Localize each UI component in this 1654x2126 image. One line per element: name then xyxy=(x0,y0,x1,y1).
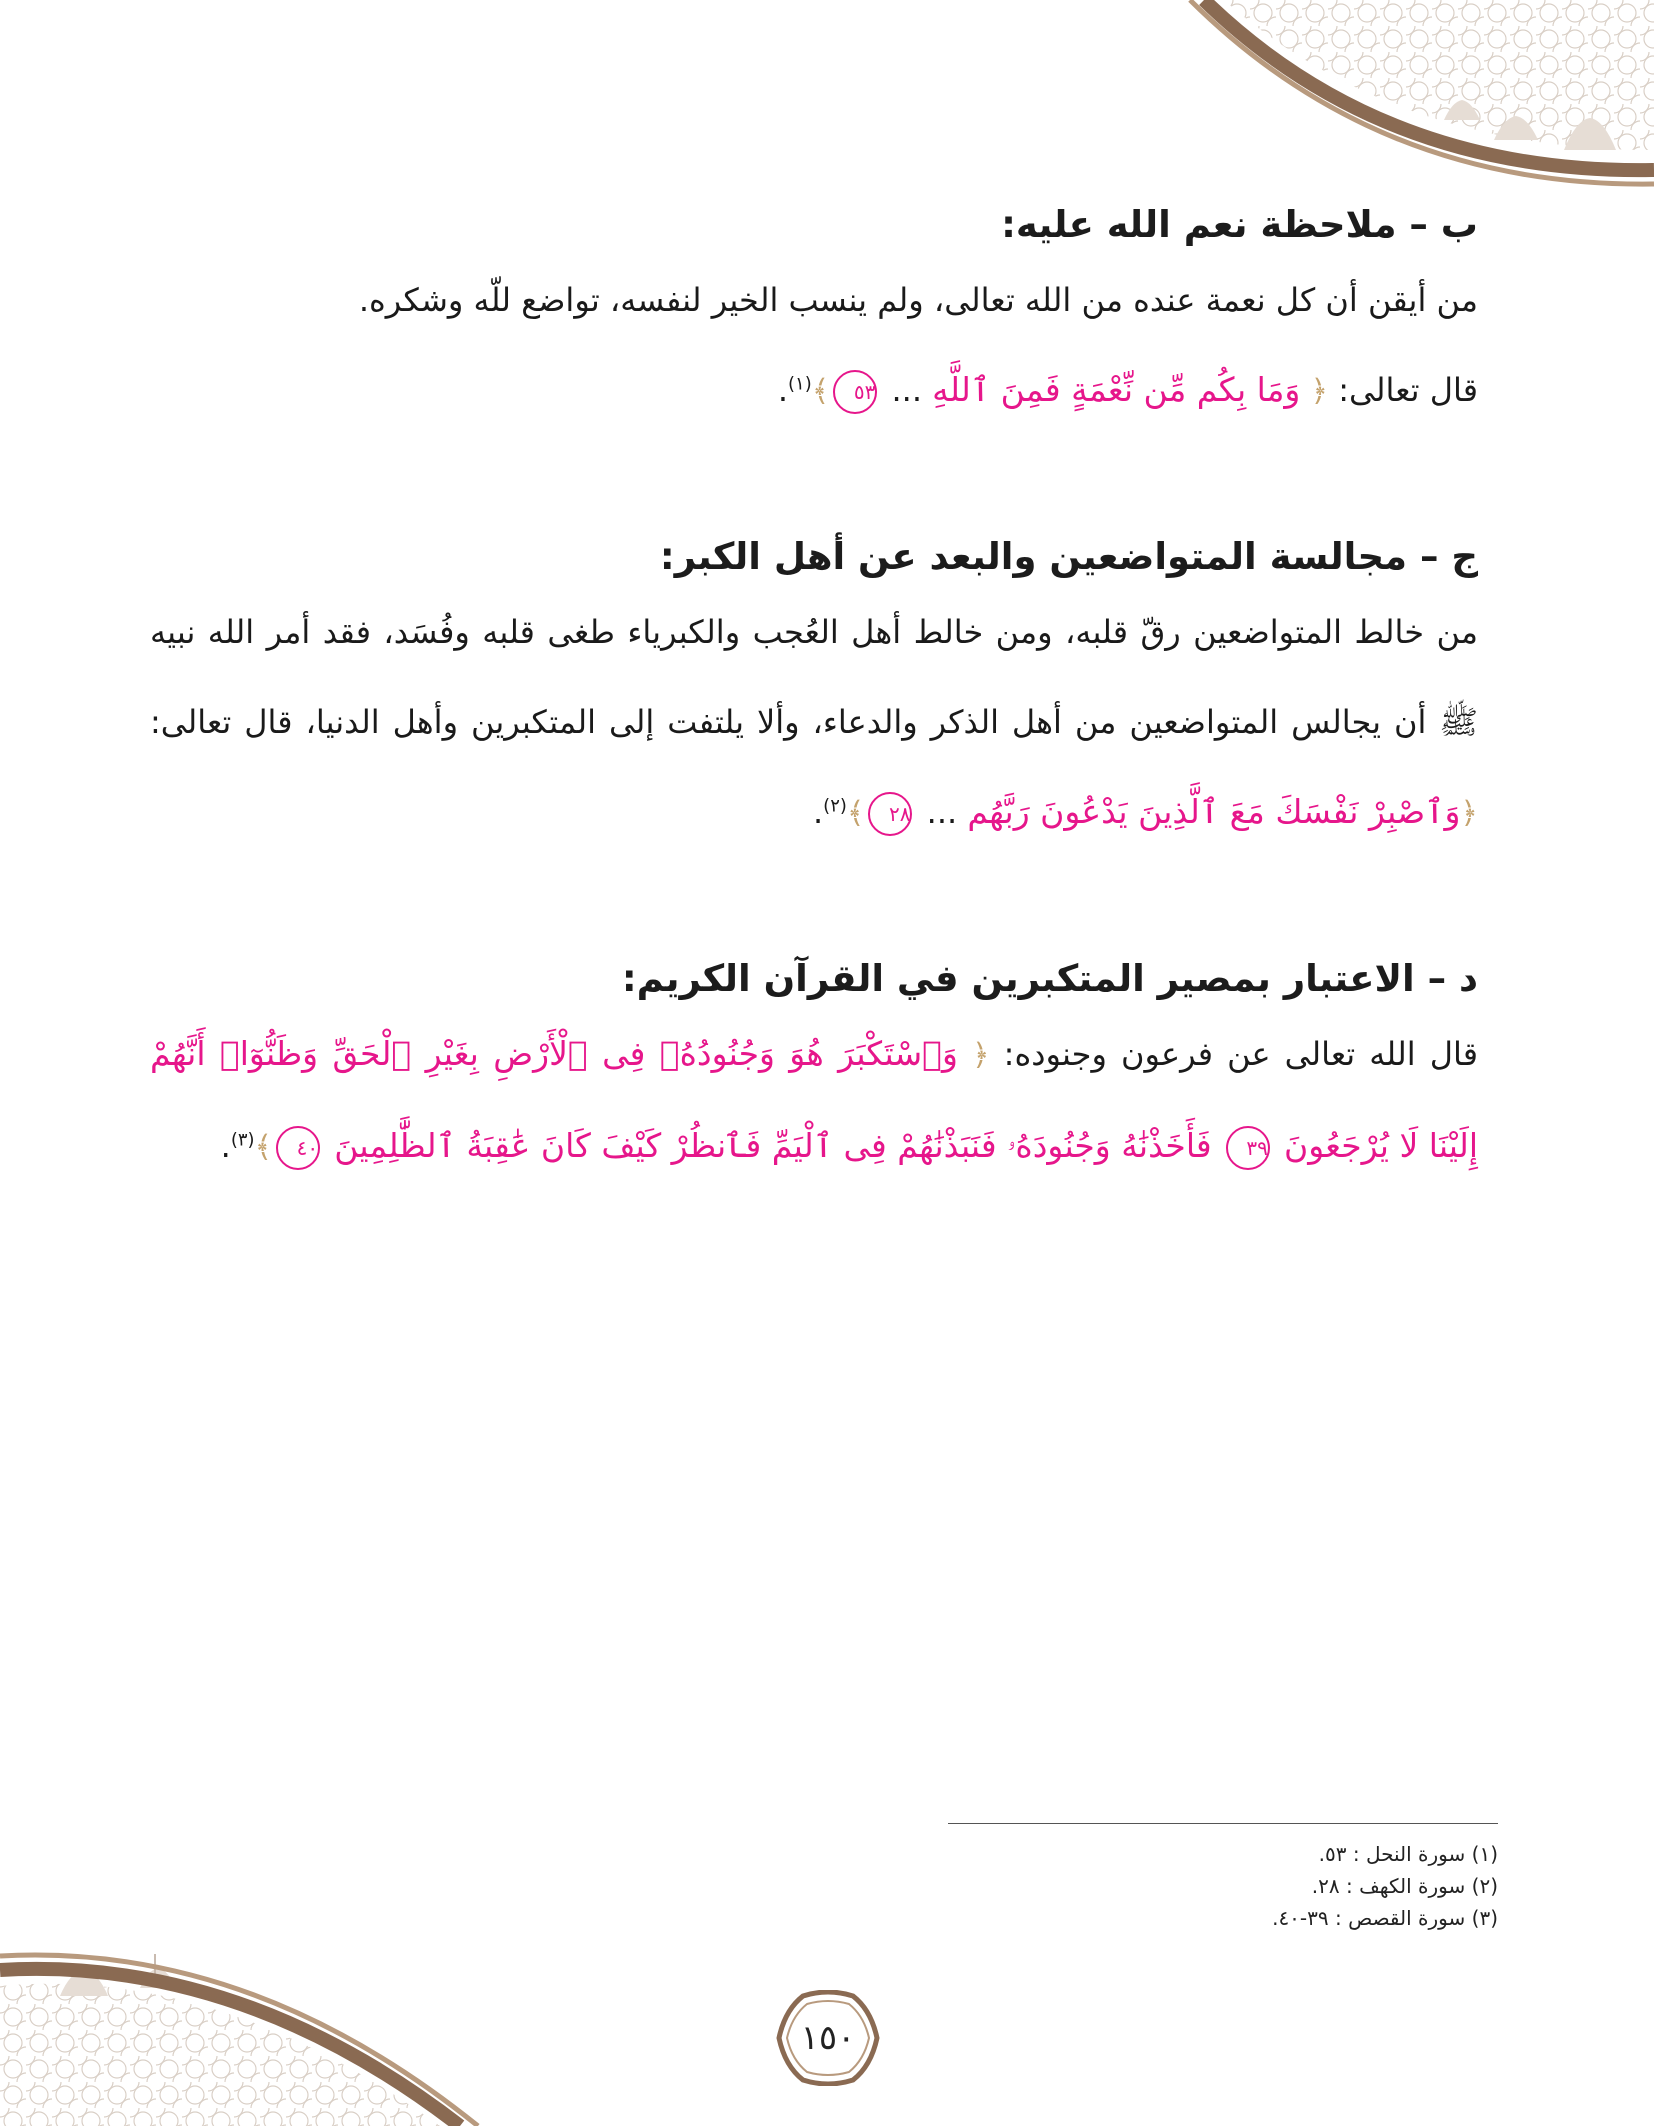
page-number-frame xyxy=(773,1990,883,2086)
verse-open-ornament: ﴿ xyxy=(1460,796,1478,831)
sentence-end: . xyxy=(777,371,788,409)
verse-ellipsis: ... xyxy=(926,793,958,831)
bottom-corner-ornament xyxy=(0,1926,480,2126)
footnote-2: (٢) سورة الكهف : ٢٨. xyxy=(1311,1874,1498,1898)
section-c-paragraph xyxy=(150,587,1478,859)
sentence-end: . xyxy=(220,1127,231,1165)
top-corner-ornament xyxy=(1094,0,1654,190)
verse-intro: قال تعالى: xyxy=(1338,371,1478,409)
footnotes xyxy=(948,1823,1498,1934)
verse-close-ornament: ﴾ xyxy=(811,374,830,409)
footnote-1: (١) سورة النحل : ٥٣. xyxy=(1318,1842,1498,1866)
ayah-number: ٢٨ xyxy=(868,792,912,836)
ayah-number: ٥٣ xyxy=(833,370,877,414)
quran-verse: وَمَا بِكُم مِّن نِّعْمَةٍ فَمِنَ ٱللَّهِ xyxy=(932,370,1301,409)
verse-ellipsis: ... xyxy=(891,371,922,409)
footnote-3: (٣) سورة القصص : ٣٩-٤٠. xyxy=(1272,1906,1498,1930)
quran-verse: وَٱسْتَكْبَرَ هُوَ وَجُنُودُهُۥ فِى ٱلْأَرْضِ بِغَيْرِ ٱلْحَقِّ وَظَنُّوٓا۟ أَنَّهُمْ إِلَيْنَا لَا يُرْجَعُونَ xyxy=(150,1034,1478,1165)
verse-close-ornament: ﴾ xyxy=(254,1130,273,1165)
ayah-number: ٤٠ xyxy=(276,1126,320,1170)
sentence-end: . xyxy=(813,793,824,831)
footnote-ref[interactable]: (٢) xyxy=(823,795,847,817)
section-d-heading: د – الاعتبار بمصير المتكبرين في القرآن الكريم: xyxy=(621,957,1478,1000)
page-content xyxy=(150,195,1478,1193)
section-b-paragraph xyxy=(150,255,1478,437)
ayah-number: ٣٩ xyxy=(1226,1126,1270,1170)
verse-open-ornament: ﴿ xyxy=(1310,374,1329,409)
verse-open-ornament: ﴿ xyxy=(972,1038,990,1073)
section-c-heading: ج – مجالسة المتواضعين والبعد عن أهل الكبر: xyxy=(659,535,1478,578)
footnote-divider xyxy=(948,1823,1498,1824)
quran-verse: وَٱصْبِرْ نَفْسَكَ مَعَ ٱلَّذِينَ يَدْعُونَ رَبَّهُم xyxy=(967,792,1461,831)
section-d-paragraph xyxy=(150,1009,1478,1193)
footnote-ref[interactable]: (٣) xyxy=(230,1129,255,1151)
page-number: ١٥٠ xyxy=(800,2018,856,2058)
quran-verse: فَأَخَذْنَٰهُ وَجُنُودَهُۥ فَنَبَذْنَٰهُمْ فِى ٱلْيَمِّ فَٱنظُرْ كَيْفَ كَانَ عَٰقِبَةُ ٱلظَّٰلِمِينَ xyxy=(334,1126,1212,1165)
section-b-heading: ب – ملاحظة نعم الله عليه: xyxy=(1001,203,1478,246)
verse-close-ornament: ﴾ xyxy=(846,796,865,831)
section-b-line: من أيقن أن كل نعمة عنده من الله تعالى، ولم ينسب الخير لنفسه، تواضع للّه وشكره. xyxy=(358,281,1478,319)
verse-intro: قال الله تعالى عن فرعون وجنوده: xyxy=(1003,1035,1479,1073)
footnote-ref[interactable]: (١) xyxy=(788,373,812,395)
section-c-text: من خالط المتواضعين رقّ قلبه، ومن خالط أهل العُجب والكبرياء طغى قلبه وفُسَد، فقد أمر الله نبيه ﷺ أن يجالس المتواضعين من أهل الذكر والدعاء، وألا يلتفت إلى المتكبرين وأهل الدنيا، قال تعالى: xyxy=(150,613,1478,741)
